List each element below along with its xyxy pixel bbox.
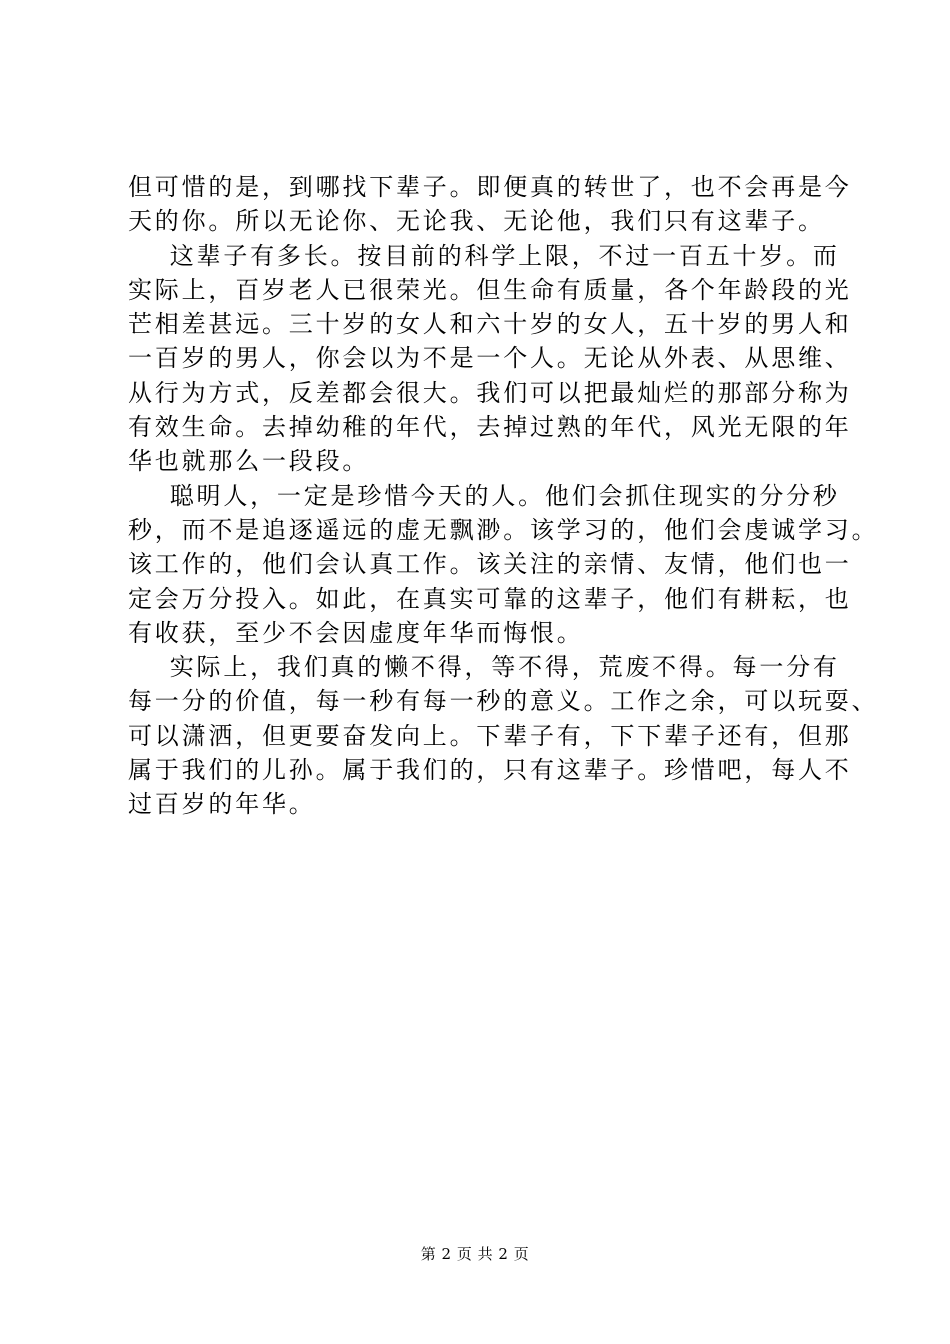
text-line: 实际上，百岁老人已很荣光。但生命有质量，各个年龄段的光: [128, 275, 852, 304]
text-line: 一百岁的男人，你会以为不是一个人。无论从外表、从思维、: [128, 344, 852, 373]
text-line: 这辈子有多长。按目前的科学上限，不过一百五十岁。而: [128, 241, 840, 270]
text-line: 过百岁的年华。: [128, 790, 316, 819]
text-line: 可以潇洒，但更要奋发向上。下辈子有，下下辈子还有，但那: [128, 721, 852, 750]
page-number: 第 2 页 共 2 页: [420, 1245, 530, 1263]
text-line: 但可惜的是，到哪找下辈子。即便真的转世了，也不会再是今: [128, 173, 852, 201]
text-line: 属于我们的儿孙。属于我们的，只有这辈子。珍惜吧，每人不: [128, 756, 852, 785]
text-line: 有效生命。去掉幼稚的年代，去掉过熟的年代，风光无限的年: [128, 413, 852, 442]
body-text: [128, 170, 879, 822]
text-line: 秒，而不是追逐遥远的虚无飘渺。该学习的，他们会虔诚学习。: [128, 515, 879, 544]
text-line: 实际上，我们真的懒不得，等不得，荒废不得。每一分有: [128, 653, 840, 682]
text-line: 定会万分投入。如此，在真实可靠的这辈子，他们有耕耘，也: [128, 584, 852, 613]
text-line: 华也就那么一段段。: [128, 447, 370, 476]
text-line: 聪明人，一定是珍惜今天的人。他们会抓住现实的分分秒: [128, 481, 840, 510]
text-line: 该工作的，他们会认真工作。该关注的亲情、友情，他们也一: [128, 550, 852, 579]
text-line: 从行为方式，反差都会很大。我们可以把最灿烂的那部分称为: [128, 378, 852, 407]
text-line: 芒相差甚远。三十岁的女人和六十岁的女人，五十岁的男人和: [128, 310, 852, 339]
text-line: 每一分的价值，每一秒有每一秒的意义。工作之余，可以玩耍、: [128, 687, 879, 716]
text-line: 有收获，至少不会因虚度年华而悔恨。: [128, 618, 584, 647]
page-footer: [0, 1244, 950, 1264]
text-line: 天的你。所以无论你、无论我、无论他，我们只有这辈子。: [128, 207, 825, 236]
